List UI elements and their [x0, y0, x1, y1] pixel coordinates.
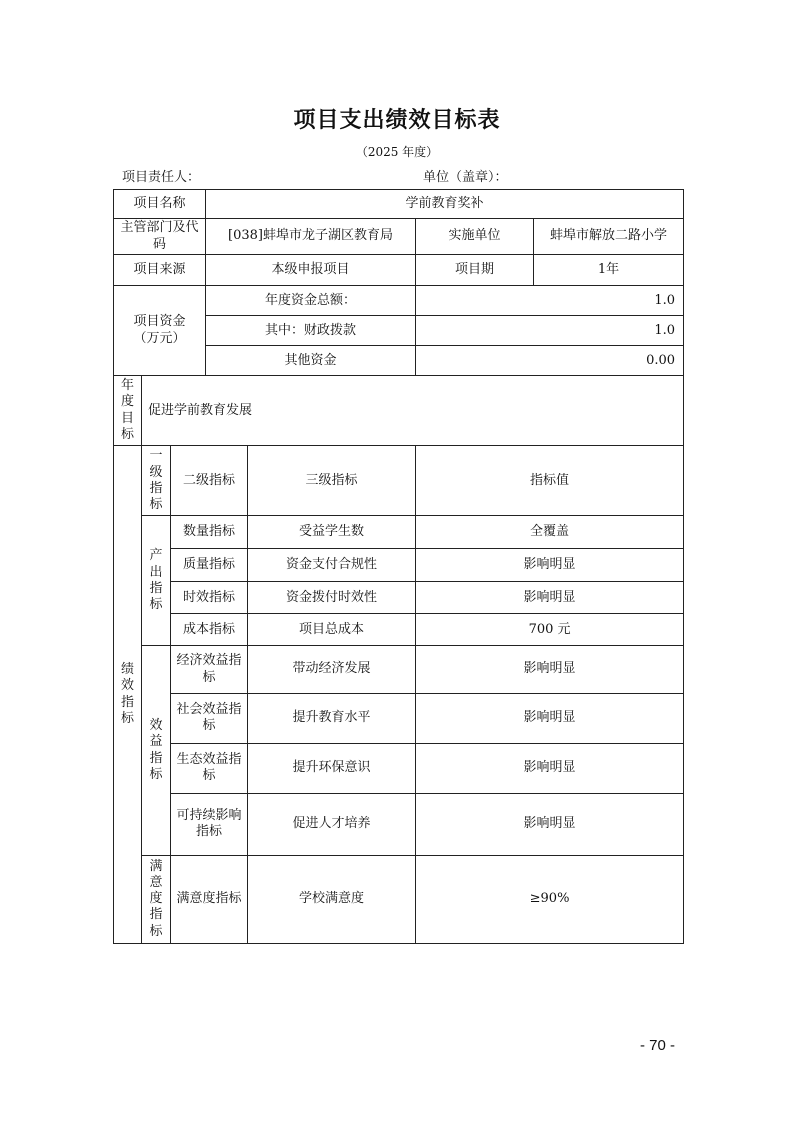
- level3-cell: 提升环保意识: [248, 743, 416, 793]
- annual-goal-value: 促进学前教育发展: [142, 376, 684, 446]
- table-row: [114, 793, 684, 855]
- level3-cell: 提升教育水平: [248, 693, 416, 743]
- level2-header: 二级指标: [171, 446, 248, 516]
- project-name-label: 项目名称: [114, 190, 206, 219]
- annual-goal-label: 年 度 目 标: [114, 376, 142, 446]
- level3-cell: 资金拨付时效性: [248, 582, 416, 614]
- level2-cell: 社会效益指标: [171, 693, 248, 743]
- project-funds-label-line1: 项目资金: [133, 314, 186, 330]
- indicator-value-cell: 影响明显: [416, 743, 684, 793]
- table-row: [114, 693, 684, 743]
- level3-cell: 资金支付合规性: [248, 549, 416, 582]
- level3-header: 三级指标: [248, 446, 416, 516]
- output-indicators-label: 产 出 指 标: [142, 516, 171, 646]
- unit-seal-label: 单位（盖章）：: [423, 170, 508, 185]
- indicator-value-cell: 700 元: [416, 614, 684, 646]
- table-row: [114, 646, 684, 693]
- fiscal-allocation-value: 1.0: [416, 316, 684, 346]
- level2-cell: 数量指标: [171, 516, 248, 549]
- table-row: [114, 376, 684, 446]
- indicator-value-header: 指标值: [416, 446, 684, 516]
- implementing-unit-label: 实施单位: [416, 219, 534, 255]
- project-funds-label-line2: （万元）: [133, 330, 186, 346]
- page-title: 项目支出绩效目标表: [293, 108, 501, 133]
- indicator-value-cell: ≥90%: [416, 855, 684, 943]
- responsible-person-label: 项目责任人：: [122, 170, 201, 185]
- indicator-value-cell: 影响明显: [416, 549, 684, 582]
- department-label: 主管部门及代码: [114, 219, 206, 255]
- satisfaction-indicators-label: 满 意 度 指 标: [142, 855, 171, 943]
- level3-cell: 带动经济发展: [248, 646, 416, 693]
- level2-cell: 质量指标: [171, 549, 248, 582]
- indicator-value-cell: 影响明显: [416, 646, 684, 693]
- table-row: [114, 743, 684, 793]
- indicator-value-cell: 影响明显: [416, 582, 684, 614]
- indicator-value-cell: 全覆盖: [416, 516, 684, 549]
- project-period-value: 1年: [534, 255, 684, 286]
- level3-cell: 项目总成本: [248, 614, 416, 646]
- table-row: [114, 855, 684, 943]
- table-row: [114, 219, 684, 255]
- level2-cell: 可持续影响指标: [171, 793, 248, 855]
- other-funds-value: 0.00: [416, 346, 684, 376]
- level2-cell: 生态效益指标: [171, 743, 248, 793]
- table-row: [114, 516, 684, 549]
- annual-total-label: 年度资金总额：: [206, 286, 416, 316]
- annual-total-value: 1.0: [416, 286, 684, 316]
- project-source-label: 项目来源: [114, 255, 206, 286]
- level2-cell: 成本指标: [171, 614, 248, 646]
- level2-cell: 经济效益指标: [171, 646, 248, 693]
- table-row: [114, 190, 684, 219]
- indicator-value-cell: 影响明显: [416, 693, 684, 743]
- department-value: [038]蚌埠市龙子湖区教育局: [206, 219, 416, 255]
- indicator-value-cell: 影响明显: [416, 793, 684, 855]
- table-row: [114, 582, 684, 614]
- level2-cell: 满意度指标: [171, 855, 248, 943]
- level2-cell: 时效指标: [171, 582, 248, 614]
- project-period-label: 项目期: [416, 255, 534, 286]
- level3-cell: 学校满意度: [248, 855, 416, 943]
- fiscal-year: （2025 年度）: [355, 145, 439, 159]
- table-row: [114, 255, 684, 286]
- level3-cell: 受益学生数: [248, 516, 416, 549]
- level3-cell: 促进人才培养: [248, 793, 416, 855]
- level1-header: 一 级 指 标: [142, 446, 171, 516]
- fiscal-allocation-label: 其中：财政拨款: [206, 316, 416, 346]
- performance-indicators-label: 绩 效 指 标: [114, 446, 142, 944]
- project-funds-label: [114, 286, 206, 376]
- project-name-value: 学前教育奖补: [206, 190, 684, 219]
- project-source-value: 本级申报项目: [206, 255, 416, 286]
- implementing-unit-value: 蚌埠市解放二路小学: [534, 219, 684, 255]
- table-row: [114, 614, 684, 646]
- performance-target-table: [113, 189, 684, 944]
- table-row: [114, 446, 684, 516]
- page-number: - 70 -: [640, 1037, 676, 1054]
- table-row: [114, 549, 684, 582]
- benefit-indicators-label: 效 益 指 标: [142, 646, 171, 855]
- table-row: [114, 286, 684, 316]
- other-funds-label: 其他资金: [206, 346, 416, 376]
